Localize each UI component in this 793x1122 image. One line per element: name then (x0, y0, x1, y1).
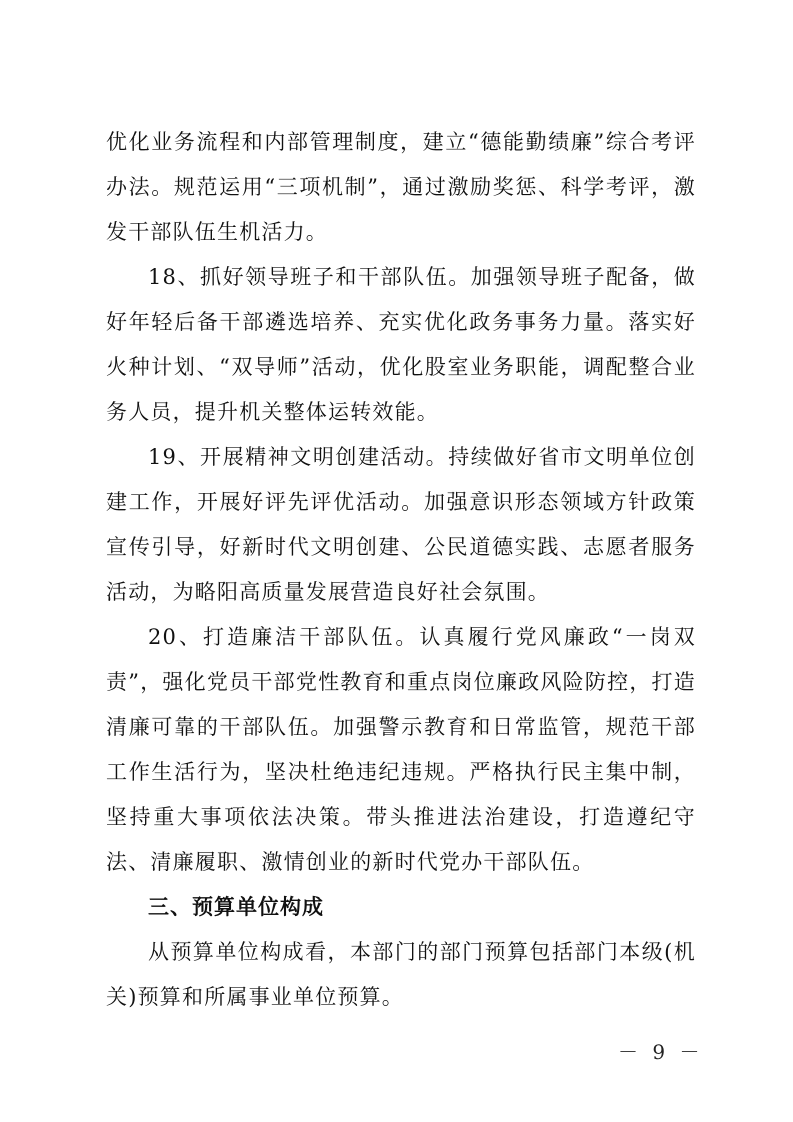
section-heading: 三、预算单位构成 (148, 895, 324, 919)
paragraph-item-19: 19、开展精神文明创建活动。持续做好省市文明单位创建工作，开展好评先评优活动。加强意识形态领域方针政策宣传引导，好新时代文明创建、公民道德实践、志愿者服务活动，为略阳高质量发展营造良好社会氛围。 (106, 445, 696, 604)
page-number: － 9 － (618, 1040, 704, 1064)
paragraph-item-18: 18、抓好领导班子和干部队伍。加强领导班子配备，做好年轻后备干部遴选培养、充实优化政务事务力量。落实好火种计划、“双导师”活动，优化股室业务职能，调配整合业务人员，提升机关整体运转效能。 (106, 265, 696, 424)
paragraph-budget-units: 从预算单位构成看，本部门的部门预算包括部门本级(机关)预算和所属事业单位预算。 (106, 940, 696, 1009)
document-body (106, 120, 696, 1020)
paragraph-continuation: 优化业务流程和内部管理制度，建立“德能勤绩廉”综合考评办法。规范运用“三项机制”，通过激励奖惩、科学考评，激发干部队伍生机活力。 (106, 130, 696, 244)
paragraph-item-20: 20、打造廉洁干部队伍。认真履行党风廉政“一岗双责”，强化党员干部党性教育和重点岗位廉政风险防控，打造清廉可靠的干部队伍。加强警示教育和日常监管，规范干部工作生活行为，坚决杜绝违纪违规。严格执行民主集中制，坚持重大事项依法决策。带头推进法治建设，打造遵纪守法、清廉履职、激情创业的新时代党办干部队伍。 (106, 625, 696, 874)
